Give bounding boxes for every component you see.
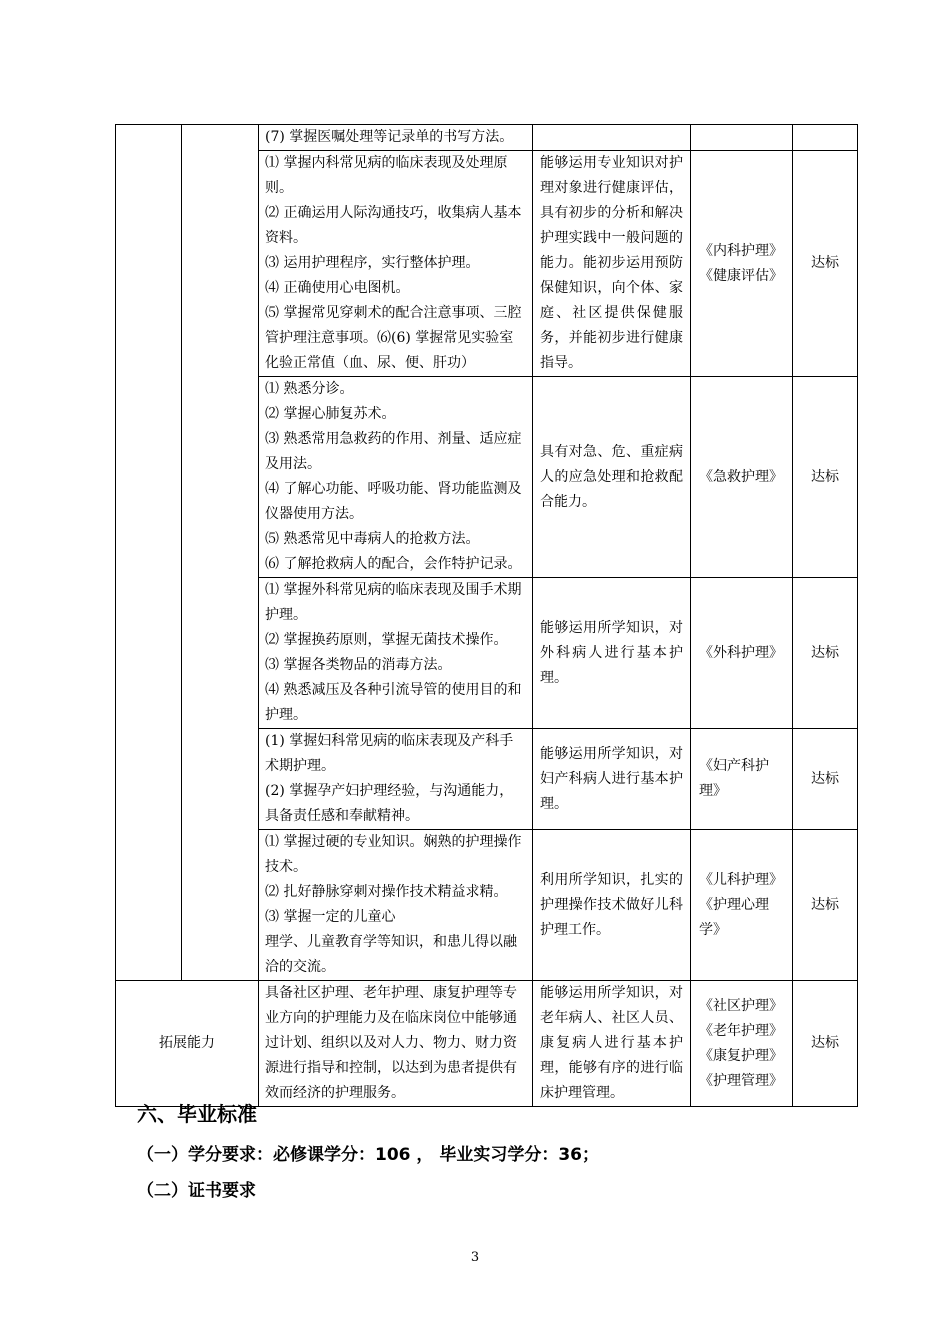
ability-cell: 利用所学知识，扎实的护理操作技术做好儿科护理工作。 (533, 830, 691, 981)
requirement-line: ⑸ 掌握常见穿刺术的配合注意事项、三腔管护理注意事项。⑹(6) 掌握常见实验室化验正常值（血、尿、便、肝功） (265, 305, 522, 371)
page-number: 3 (470, 1250, 480, 1265)
ability-cell: 能够运用所学知识，对妇产科病人进行基本护理。 (533, 729, 691, 830)
requirement-line: ⑸ 熟悉常见中毒病人的抢救方法。 (265, 531, 480, 547)
requirement-line: ⑷ 正确使用心电图机。 (265, 280, 410, 296)
ability-cell: 能够运用专业知识对护理对象进行健康评估，具有初步的分析和解决护理实践中一般问题的能力。能初步运用预防保健知识，向个体、家庭、社区提供保健服务，并能初步进行健康指导。 (533, 151, 691, 377)
course-name: 《社区护理》 (699, 997, 783, 1014)
requirement-line: ⑴ 掌握内科常见病的临床表现及处理原则。 (265, 155, 508, 196)
requirement-line: ⑶ 掌握一定的儿童心 (265, 909, 396, 925)
course-cell (691, 151, 793, 377)
requirement-line: 具备社区护理、老年护理、康复护理等专业方向的护理能力及在临床岗位中能够通过计划、组织以及对人力、物力、财力资源进行指导和控制，以达到为患者提供有效而经济的护理服务。 (265, 985, 517, 1101)
extension-label: 拓展能力 (116, 981, 259, 1107)
course-name: 《外科护理》 (699, 644, 783, 661)
course-name: 《儿科护理》 (699, 871, 783, 888)
requirement-line: (1) 掌握妇科常见病的临床表现及产科手术期护理。 (265, 733, 514, 774)
requirement-line: ⑵ 掌握换药原则，掌握无菌技术操作。 (265, 632, 508, 648)
table-row (116, 981, 858, 1107)
course-name: 《老年护理》 (699, 1022, 783, 1039)
result-cell: 达标 (793, 151, 858, 377)
course-cell (691, 729, 793, 830)
course-cell (691, 981, 793, 1107)
requirement-line: ⑷ 了解心功能、呼吸功能、肾功能监测及仪器使用方法。 (265, 481, 522, 522)
course-cell (691, 578, 793, 729)
requirement-line: ⑴ 熟悉分诊。 (265, 381, 354, 397)
requirement-line: ⑶ 掌握各类物品的消毒方法。 (265, 657, 452, 673)
requirement-cell (259, 125, 533, 151)
course-name: 《康复护理》 (699, 1047, 783, 1064)
course-cell (691, 830, 793, 981)
ability-cell: 能够运用所学知识，对外科病人进行基本护理。 (533, 578, 691, 729)
course-name: 《急救护理》 (699, 468, 783, 485)
requirement-cell (259, 830, 533, 981)
requirement-line: ⑵ 掌握心肺复苏术。 (265, 406, 396, 422)
table-row (116, 125, 858, 151)
requirement-cell (259, 151, 533, 377)
requirement-line: ⑶ 运用护理程序，实行整体护理。 (265, 255, 480, 271)
ability-cell (533, 125, 691, 151)
requirement-cell (259, 729, 533, 830)
result-cell: 达标 (793, 578, 858, 729)
ability-cell: 具有对急、危、重症病人的应急处理和抢救配合能力。 (533, 377, 691, 578)
result-cell: 达标 (793, 377, 858, 578)
section-title: 六、毕业标准 (137, 1102, 257, 1126)
course-cell (691, 125, 793, 151)
requirement-cell (259, 377, 533, 578)
course-name: 《护理管理》 (699, 1072, 783, 1089)
requirement-line: ⑷ 熟悉减压及各种引流导管的使用目的和护理。 (265, 682, 522, 723)
result-cell: 达标 (793, 830, 858, 981)
requirement-line: ⑴ 掌握外科常见病的临床表现及围手术期护理。 (265, 582, 522, 623)
course-name: 《妇产科护理》 (699, 758, 769, 799)
subcategory-cell (182, 125, 259, 981)
course-name: 《内科护理》 (699, 242, 783, 259)
credit-requirement: （一）学分要求：必修课学分：106 ， 毕业实习学分：36； (137, 1145, 599, 1165)
course-name: 《健康评估》 (699, 267, 783, 284)
requirement-line: (2) 掌握孕产妇护理经验，与沟通能力，具备责任感和奉献精神。 (265, 783, 514, 824)
requirement-cell (259, 981, 533, 1107)
requirement-line: 理学、儿童教育学等知识，和患儿得以融洽的交流。 (265, 934, 517, 975)
requirement-line: (7) 掌握医嘱处理等记录单的书写方法。 (265, 129, 514, 145)
ability-cell: 能够运用所学知识，对老年病人、社区人员、康复病人进行基本护理，能够有序的进行临床护理管理。 (533, 981, 691, 1107)
result-cell: 达标 (793, 729, 858, 830)
requirement-line: ⑵ 正确运用人际沟通技巧，收集病人基本资料。 (265, 205, 522, 246)
requirement-line: ⑹ 了解抢救病人的配合，会作特护记录。 (265, 556, 522, 572)
practice-standards-table (115, 124, 858, 1107)
category-cell (116, 125, 182, 981)
requirement-line: ⑴ 掌握过硬的专业知识。娴熟的护理操作技术。 (265, 834, 522, 875)
course-cell (691, 377, 793, 578)
result-cell (793, 125, 858, 151)
requirement-line: ⑵ 扎好静脉穿刺对操作技术精益求精。 (265, 884, 508, 900)
course-name: 《护理心理学》 (699, 896, 769, 938)
requirement-cell (259, 578, 533, 729)
requirement-line: ⑶ 熟悉常用急救药的作用、剂量、适应症及用法。 (265, 431, 522, 472)
certificate-requirement: （二）证书要求 (137, 1181, 256, 1201)
result-cell: 达标 (793, 981, 858, 1107)
